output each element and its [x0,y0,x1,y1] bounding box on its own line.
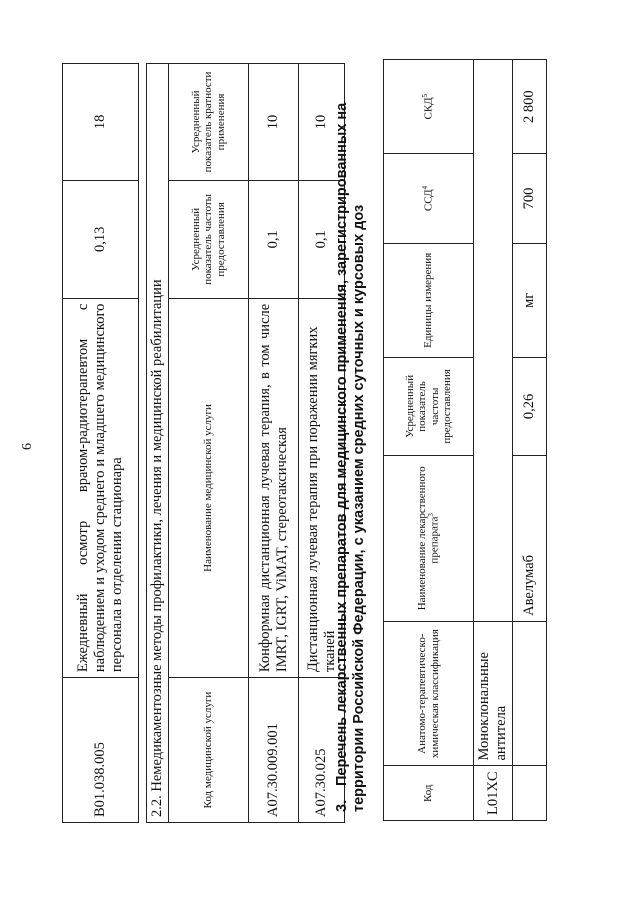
section-title-row [147,64,169,823]
multiplicity-value: 10 [299,64,345,181]
multiplicity-value: 10 [249,64,299,181]
section-3-number: 3. [334,799,350,812]
section-3-title: Перечень лекарственных препаратов для медицинского применения, зарегистрированных на территории Российской Федерации, с указанием средних суточных и курсовых доз [334,102,368,812]
unit-value: мг [513,243,547,357]
skd-value: 2 800 [513,60,547,154]
drug-name: Авелумаб [513,455,547,621]
frequency-value: 0,1 [299,180,345,298]
service-name: Конформная дистанционная лучевая терапия, в том числе IMRT, IGRT, ViMAT, стереотаксическая [249,298,299,677]
table-row [513,60,547,821]
header-name: Наименование медицинской услуги [169,298,249,677]
header-unit: Единицы измерения [384,243,474,357]
group-code: L01XC [474,766,513,821]
service-name: Дистанционная лучевая терапия при поражении мягких тканей [299,298,345,677]
frequency-value: 0,26 [513,357,547,455]
group-atc: Моноклональные антитела [474,621,513,766]
service-code: A07.30.009.001 [249,678,299,823]
services-table-continued [62,63,139,823]
header-ssd: ССД$^4$ [384,154,474,243]
service-code: A07.30.025 [299,678,345,823]
header-drug: Наименование лекарственного препарата$^3$ [384,455,474,621]
header-multiplicity: Усредненный показатель кратности применения [169,64,249,181]
header-row [169,64,249,823]
header-code: Код [384,766,474,821]
header-frequency: Усредненный показатель частоты предоставления [169,180,249,298]
frequency-value: 0,13 [63,180,139,298]
header-atc: Анатомо-терапевтическо-химическая классификация [384,621,474,766]
frequency-value: 0,1 [249,180,299,298]
non-drug-methods-table [146,63,345,823]
table-row [249,64,299,823]
ssd-value: 700 [513,154,547,243]
group-row [474,60,513,821]
drugs-table [383,59,547,821]
multiplicity-value: 18 [63,64,139,181]
section-3-heading [334,67,369,812]
service-name: Ежедневный осмотр врачом-радиотерапевтом с наблюдением и уходом среднего и младшего медицинского персонала в отделении стационара [63,298,139,677]
header-code: Код медицинской услуги [169,678,249,823]
page-number: 6 [20,443,35,450]
service-code: B01.038.005 [63,678,139,823]
header-row [384,60,474,821]
header-frequency: Усредненный показатель частоты предоставления [384,357,474,455]
section-title: 2.2. Немедикаментозные методы профилактики, лечения и медицинской реабилитации [147,64,169,823]
header-skd: СКД$^5$ [384,60,474,154]
table-row [63,64,139,823]
